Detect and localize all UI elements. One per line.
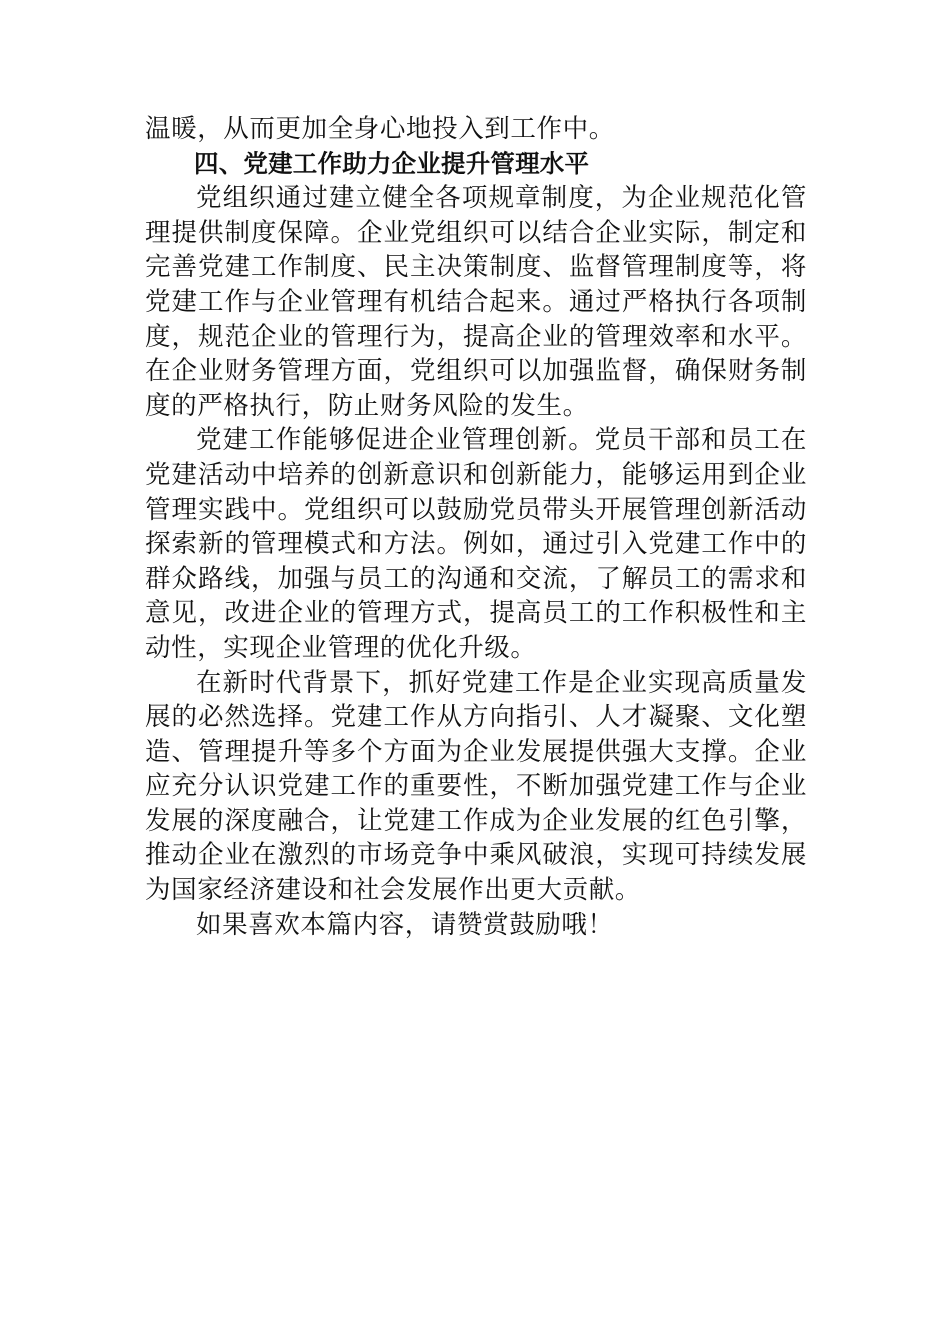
paragraph-appreciation-note: 如果喜欢本篇内容，请赞赏鼓励哦！ [196,909,614,940]
paragraph-conclusion: 在新时代背景下，抓好党建工作是企业实现高质量发展的必然选择。党建工作从方向指引、人才凝聚、文化塑造、管理提升等多个方面为企业发展提供强大支撑。企业应充分认识党建工作的重要性，不断加强党建工作与企业发展的深度融合，让党建工作成为企业发展的红色引擎，推动企业在激烈的市场竞争中乘风破浪，实现可持续发展为国家经济建设和社会发展作出更大贡献。 [145,667,807,906]
document-body [145,112,807,942]
section-heading: 四、党建工作助力企业提升管理水平 [194,148,590,178]
continued-paragraph: 温暖，从而更加全身心地投入到工作中。 [145,114,615,144]
paragraph-management-innovation: 党建工作能够促进企业管理创新。党员干部和员工在党建活动中培养的创新意识和创新能力，能够运用到企业管理实践中。党组织可以鼓励党员带头开展管理创新活动探索新的管理模式和方法。例如，通过引入党建工作中的群众路线，加强与员工的沟通和交流，了解员工的需求和意见，改进企业的管理方式，提高员工的工作积极性和主动性，实现企业管理的优化升级。 [145,425,807,663]
paragraph-management-system: 党组织通过建立健全各项规章制度，为企业规范化管理提供制度保障。企业党组织可以结合企业实际，制定和完善党建工作制度、民主决策制度、监督管理制度等，将党建工作与企业管理有机结合起来。通过严格执行各项制度，规范企业的管理行为，提高企业的管理效率和水平。在企业财务管理方面，党组织可以加强监督，确保财务制度的严格执行，防止财务风险的发生。 [145,183,807,421]
